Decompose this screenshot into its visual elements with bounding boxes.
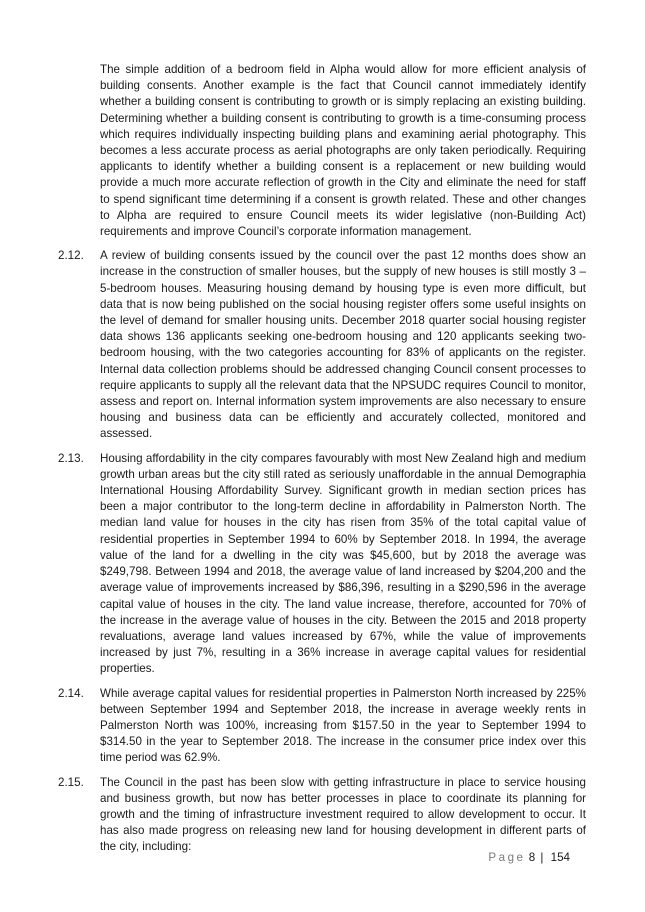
document-body — [58, 62, 586, 864]
paragraph-text: The simple addition of a bedroom field in Alpha would allow for more efficient analysis of building consents. Another example is the fact that Council cannot immediately identify whether a building consent is contributing to growth or is simply replacing an existing building. Determining whether a building consent is contributing to growth is a time-consuming process which requires individually inspecting building plans and examining aerial photography. This becomes a less accurate process as aerial photographs are only taken periodically. Requiring applicants to identify whether a building consent is a replacement or new building would provide a much more accurate reflection of growth in the City and eliminate the need for staff to spend significant time determining if a consent is growth related. These and other changes to Alpha are required to ensure Council meets its wider legislative (non-Building Act) requirements and improve Council’s corporate information management. — [100, 63, 586, 239]
paragraph-continued — [58, 62, 586, 240]
paragraph-number: 2.14. — [58, 686, 84, 700]
paragraph-text: The Council in the past has been slow with getting infrastructure in place to service housing and business growth, but now has better processes in place to coordinate its planning for growth and the timing of infrastructure investment required to allow development to occur. It has also made progress on releasing new land for housing development in different parts of the city, including: — [100, 775, 586, 854]
paragraph-text: While average capital values for residential properties in Palmerston North increased by 225% between September 1994 and September 2018, the increase in average weekly rents in Palmerston North was 100%, increasing from $157.50 in the year to September 1994 to $314.50 in the year to September 2018. The increase in the consumer price index over this time period was 62.9%. — [100, 686, 586, 765]
paragraph-text: Housing affordability in the city compares favourably with most New Zealand high and medium growth urban areas but the city still rated as seriously unaffordable in the annual Demographia International Housing Affordability Survey. Significant growth in median section prices has been a major contributor to the long-term decline in affordability in Palmerston North. The median land value for houses in the city has risen from 35% of the total capital value of residential properties in September 1994 to 60% by September 2018. In 1994, the average value of the land for a dwelling in the city was $45,600, but by 2018 the average was $249,798. Between 1994 and 2018, the average value of land increased by $204,200 and the average value of improvements increased by $86,396, resulting in a $290,596 in the average capital value of houses in the city. The land value increase, therefore, accounted for 70% of the increase in the average value of houses in the city. Between the 2015 and 2018 property revaluations, average land values increased by 67%, while the value of improvements increased by just 7%, resulting in a 36% increase in average capital values for residential properties. — [100, 451, 586, 676]
paragraph-number: 2.13. — [58, 451, 84, 465]
paragraph-2-15 — [58, 775, 586, 856]
paragraph-number — [58, 62, 100, 240]
page-footer — [488, 851, 570, 864]
paragraph-text: A review of building consents issued by the council over the past 12 months does show an increase in the construction of smaller houses, but the supply of new houses is still mostly 3 – 5-bedroom houses. Measuring housing demand by housing type is even more difficult, but data that is now being published on the social housing register offers some useful insights on the level of demand for smaller housing units. December 2018 quarter social housing register data shows 136 applicants seeking one-bedroom housing and 120 applicants seeking two-bedroom housing, with the two categories accounting for 83% of applicants on the register. Internal data collection problems should be addressed changing Council consent processes to require applicants to supply all the relevant data that the NPSUDC requires Council to monitor, assess and report on. Internal information system improvements are also necessary to ensure housing and business data can be efficiently and accurately collected, monitored and assessed. — [100, 249, 586, 441]
paragraph-number: 2.15. — [58, 775, 84, 789]
paragraph-2-12 — [58, 248, 586, 442]
total-pages: 154 — [550, 851, 570, 864]
page-word: Page — [488, 851, 526, 864]
paragraph-2-14 — [58, 686, 586, 767]
page-separator: | — [540, 851, 544, 864]
paragraph-number: 2.12. — [58, 249, 84, 263]
paragraph-2-13 — [58, 451, 586, 678]
current-page-number: 8 — [528, 851, 536, 864]
